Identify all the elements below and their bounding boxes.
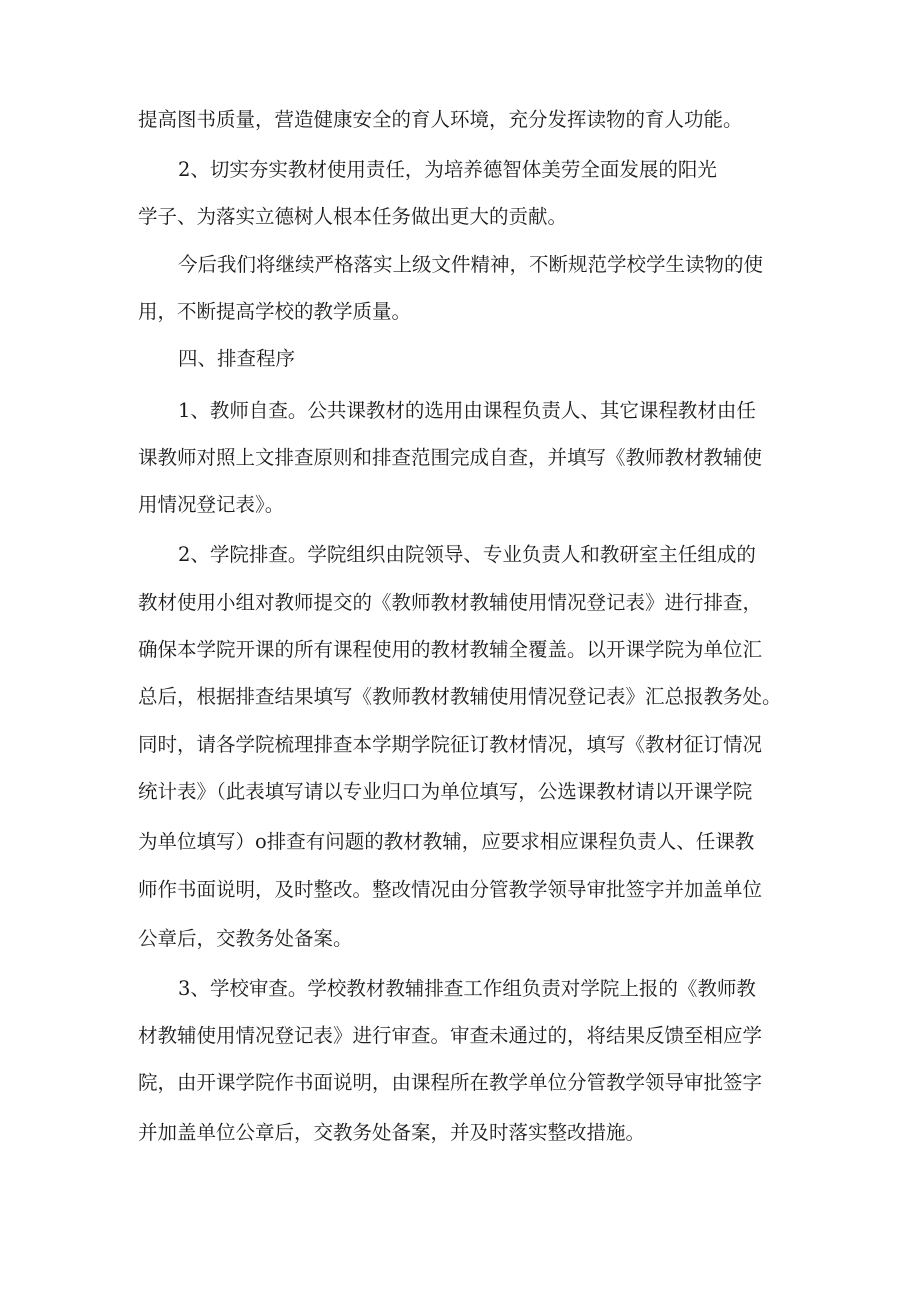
text-line: 2、学院排查。学院组织由院领导、专业负责人和教研室主任组成的 <box>178 543 756 566</box>
section-heading: 四、排查程序 <box>178 347 296 370</box>
text-line: 教材使用小组对教师提交的《教师教材教辅使用情况登记表》进行排查， <box>138 591 763 614</box>
text-line: 用情况登记表》。 <box>138 493 285 516</box>
text-line: 学子、为落实立德树人根本任务做出更大的贡献。 <box>138 205 568 228</box>
text-line: 统计表》（此表填写请以专业归口为单位填写，公选课教材请以开课学院 <box>138 780 753 803</box>
text-line: 提高图书质量，营造健康安全的育人环境，充分发挥读物的育人功能。 <box>138 108 743 131</box>
text-line: 用，不断提高学校的教学质量。 <box>138 300 412 323</box>
text-line: 课教师对照上文排查原则和排查范围完成自查，并填写《教师教材教辅使 <box>138 446 763 469</box>
text-line: 3、学校审查。学校教材教辅排查工作组负责对学院上报的《教师教 <box>178 977 756 1000</box>
text-line: 确保本学院开课的所有课程使用的教材教辅全覆盖。以开课学院为单位汇 <box>138 638 763 661</box>
text-line: 总后，根据排查结果填写《教师教材教辅使用情况登记表》汇总报教务处。 <box>138 685 782 708</box>
text-line: 今后我们将继续严格落实上级文件精神，不断规范学校学生读物的使 <box>178 253 764 276</box>
text-line: 同时，请各学院梳理排查本学期学院征订教材情况，填写《教材征订情况 <box>138 733 763 756</box>
text-line: 公章后，交教务处备案。 <box>138 927 353 950</box>
text-line: 并加盖单位公章后，交教务处备案，并及时落实整改措施。 <box>138 1121 646 1144</box>
text-line: 师作书面说明，及时整改。整改情况由分管教学领导审批签字并加盖单位 <box>138 878 763 901</box>
text-line: 院，由开课学院作书面说明，由课程所在教学单位分管教学领导审批签字 <box>138 1071 763 1094</box>
text-line: 材教辅使用情况登记表》进行审查。审查未通过的，将结果反馈至相应学 <box>138 1024 763 1047</box>
text-line: 1、教师自查。公共课教材的选用由课程负责人、其它课程教材由任 <box>178 399 756 422</box>
text-line: 为单位填写）o排查有问题的教材教辅，应要求相应课程负责人、任课教 <box>138 830 755 853</box>
text-line: 2、切实夯实教材使用责任，为培养德智体美劳全面发展的阳光 <box>178 158 717 181</box>
